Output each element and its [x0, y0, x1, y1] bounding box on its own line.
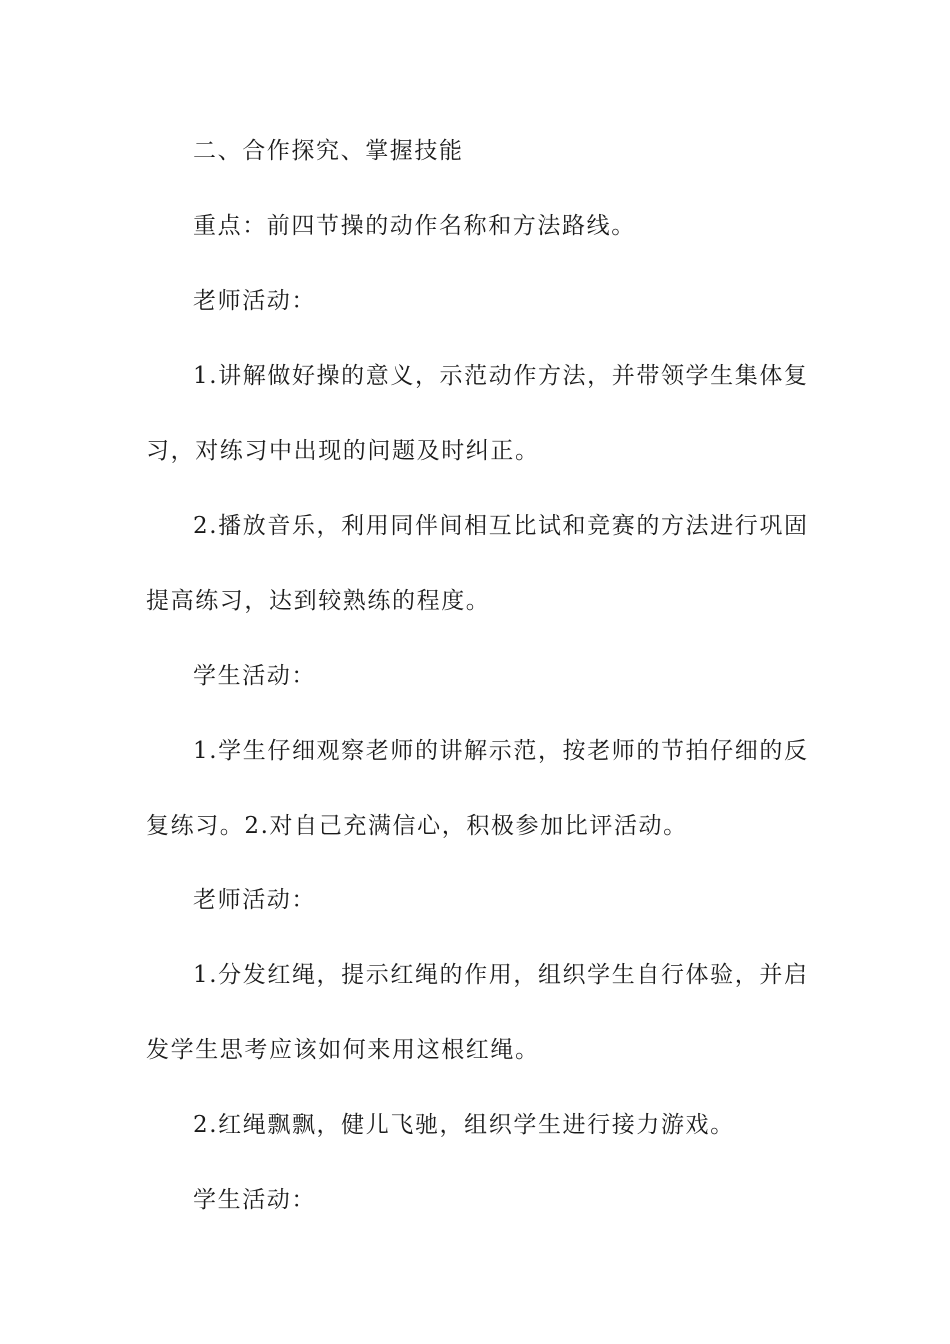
paragraph-line: 1.分发红绳，提示红绳的作用，组织学生自行体验，并启 [193, 962, 809, 988]
teacher-activity-label: 老师活动： [193, 887, 316, 913]
key-point-line: 重点：前四节操的动作名称和方法路线。 [193, 213, 636, 239]
teacher-activity-label: 老师活动： [193, 288, 316, 314]
paragraph-line: 提高练习，达到较熟练的程度。 [146, 588, 491, 614]
paragraph-line: 发学生思考应该如何来用这根红绳。 [146, 1037, 540, 1063]
paragraph-line: 1.学生仔细观察老师的讲解示范，按老师的节拍仔细的反 [193, 738, 809, 764]
paragraph-line: 复练习。2.对自己充满信心，积极参加比评活动。 [146, 813, 688, 839]
paragraph-line: 1.讲解做好操的意义，示范动作方法，并带领学生集体复 [193, 363, 809, 389]
student-activity-label: 学生活动： [193, 663, 316, 689]
paragraph-line: 2.播放音乐，利用同伴间相互比试和竞赛的方法进行巩固 [193, 513, 809, 539]
section-heading: 二、合作探究、掌握技能 [193, 138, 464, 164]
student-activity-label: 学生活动： [193, 1187, 316, 1213]
paragraph-line: 2.红绳飘飘，健儿飞驰，组织学生进行接力游戏。 [193, 1112, 735, 1138]
paragraph-line: 习，对练习中出现的问题及时纠正。 [146, 438, 540, 464]
